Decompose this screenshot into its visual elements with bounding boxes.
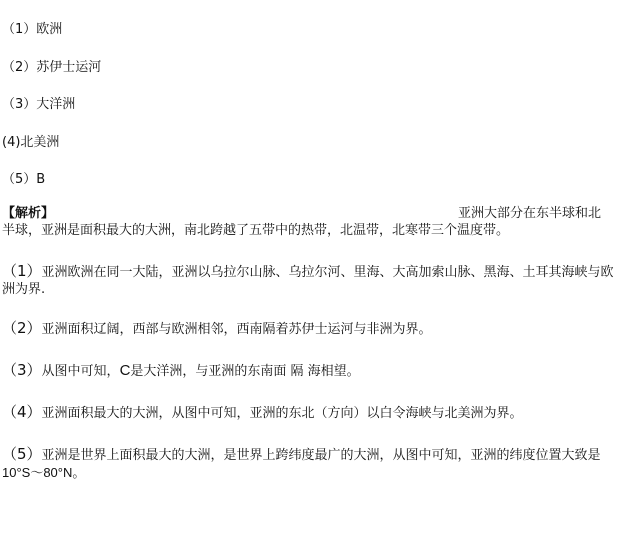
answer-1 [2,22,62,38]
analysis-item-5 [2,446,626,482]
answer-1-text: 欧洲 [36,22,63,37]
analysis-intro-start: 亚洲大部分在东半球和北 [458,206,602,221]
analysis-item-3-text-a: 从图中可知， [41,364,120,379]
analysis-item-1 [2,263,626,298]
answer-5 [2,172,45,188]
analysis-item-2 [2,320,432,338]
answer-3-number: （3） [2,97,37,112]
analysis-item-4 [2,404,523,422]
answer-2 [2,60,101,76]
answer-4-text: 北美洲 [20,135,60,150]
answer-2-number: （2） [2,60,37,75]
answer-5-number: （5） [2,172,37,187]
answer-3-text: 大洋洲 [36,97,76,112]
answer-2-text: 苏伊士运河 [36,60,102,75]
analysis-item-2-number: （2） [2,319,42,337]
answer-4 [2,135,59,151]
answer-3 [2,97,75,113]
analysis-item-5-latitude: 10°S～80°N [2,465,73,480]
analysis-item-5-number: （5） [2,445,42,463]
analysis-item-3-number: （3） [2,361,42,379]
answer-1-number: （1） [2,22,37,37]
answer-5-text: B [36,172,46,187]
answer-4-number: (4) [2,135,21,150]
analysis-intro-continuation: 半球，亚洲是面积最大的大洲，南北跨越了五带中的热带，北温带，北寒带三个温度带。 [2,223,510,238]
analysis-item-3-text-b: 是大洋洲，与亚洲的东南面 隔 海相望。 [130,364,360,379]
analysis-item-2-text: 亚洲面积辽阔，西部与欧洲相邻，西南隔着苏伊士运河与非洲为界。 [41,322,432,337]
analysis-item-5-text-a: 亚洲是世界上面积最大的大洲，是世界上跨纬度最广的大洲，从图中可知，亚洲的纬度位置大致是 [41,448,601,463]
analysis-item-4-number: （4） [2,403,42,421]
analysis-item-4-text: 亚洲面积最大的大洲，从图中可知，亚洲的东北（方向）以白令海峡与北美洲为界。 [41,406,523,421]
analysis-item-3 [2,362,360,380]
analysis-item-3-letter: C [119,362,131,379]
analysis-heading: 【解析】 [2,206,55,221]
analysis-item-1-number: （1） [2,262,42,280]
analysis-item-1-text: 亚洲欧洲在同一大陆，亚洲以乌拉尔山脉、乌拉尔河、里海、大高加索山脉、黑海、土耳其海峡与欧洲为界. [2,265,614,297]
analysis-item-5-text-b: 。 [72,466,86,481]
